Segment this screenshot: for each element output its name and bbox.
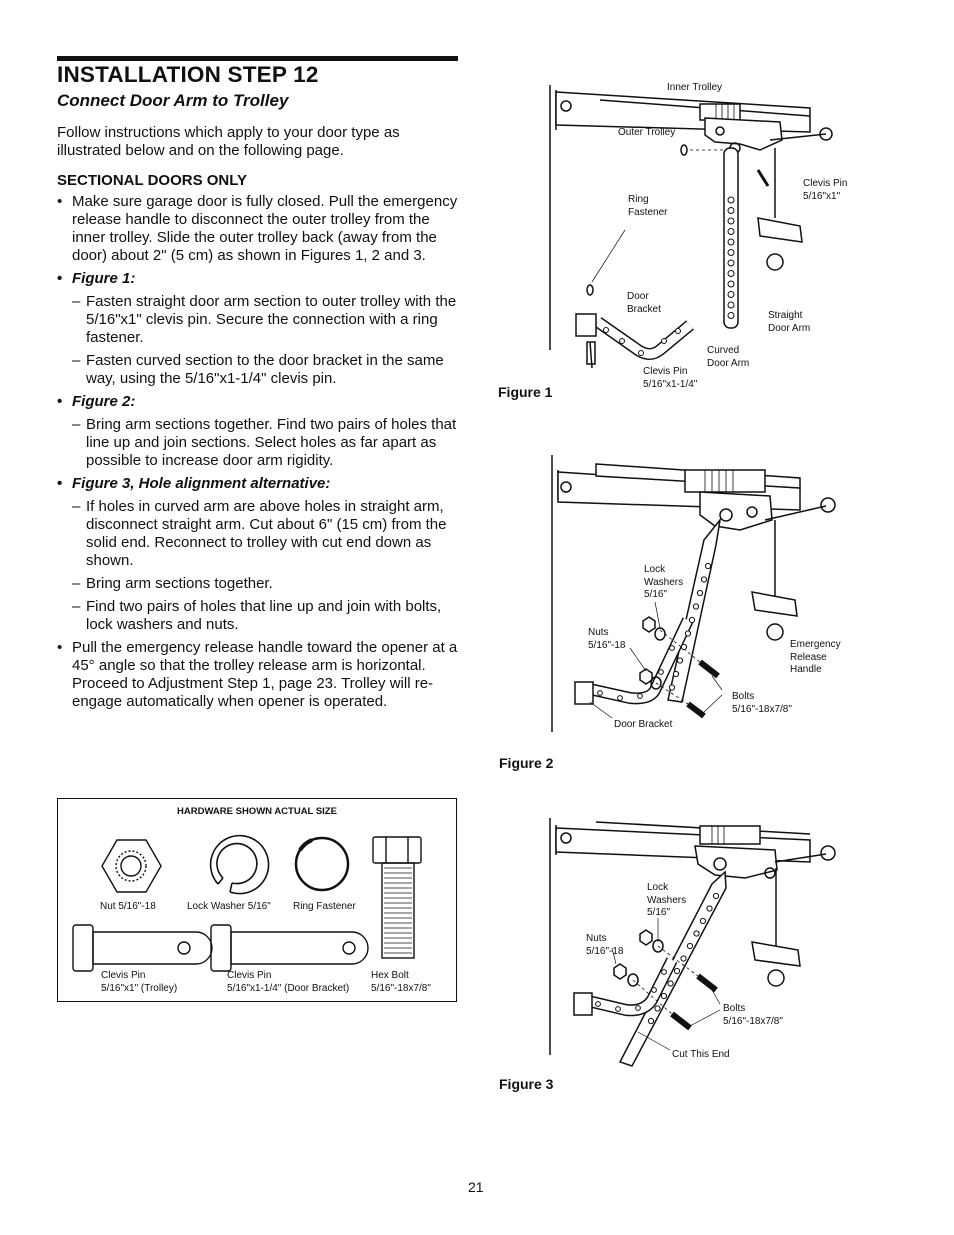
fig2-lock-washers-label-line1: Lock (644, 564, 666, 575)
intro-paragraph: Follow instructions which apply to your door type as illustrated below and on the following page. (57, 124, 400, 159)
fig3-lock-washers-label-line2: Washers (647, 894, 687, 906)
figure3-heading: • Figure 3, Hole alignment alternative: (57, 475, 462, 493)
figure1-caption: Figure 1 (498, 384, 553, 400)
clevis-trolley-label-line1: Clevis Pin (101, 970, 146, 981)
lock-washer-label: Lock Washer 5/16" (187, 901, 271, 912)
fig2-emergency-handle-label-line2: Release (790, 651, 827, 663)
fig3-nuts-label (586, 933, 623, 958)
figure3-step-3: – Find two pairs of holes that line up and join with bolts, lock washers and nuts. (57, 598, 462, 634)
arm-hole (681, 956, 686, 961)
fig1-ring-fastener-label-line2: Fastener (628, 206, 668, 218)
arm-hole (648, 1018, 653, 1023)
fig1-outer-trolley-label: Outer Trolley (618, 127, 676, 138)
fig1-door-bracket-label-line2: Bracket (627, 303, 661, 315)
arm-hole (713, 893, 718, 898)
page-title: INSTALLATION STEP 12 (57, 62, 319, 87)
fig1-ring-fastener-label-line1: Ring (628, 194, 649, 205)
fig1-straight-arm-label-line2: Door Arm (768, 322, 811, 334)
hex-bolt-label-line1: Hex Bolt (371, 970, 409, 981)
fig2-nuts-label-line2: 5/16"-18 (588, 639, 626, 651)
fig3-cut-end-label: Cut This End (672, 1049, 730, 1060)
figure1-heading: • Figure 1: (57, 270, 462, 288)
fig2-lock-washers-label-line3: 5/16" (644, 589, 668, 600)
arm-hole (616, 1007, 621, 1012)
arm-hole (674, 968, 679, 973)
hex-bolt-label-line2: 5/16"-18x7/8" (371, 983, 431, 994)
figure2-heading: • Figure 2: (57, 393, 462, 411)
page-subtitle: Connect Door Arm to Trolley (57, 91, 289, 110)
figure3-step-2: – Bring arm sections together. (57, 575, 462, 593)
fig1-clevis-pin2-label-line1: Clevis Pin (643, 366, 688, 377)
arm-hole (700, 918, 705, 923)
arm-hole (687, 943, 692, 948)
fig2-door-bracket-label: Door Bracket (614, 719, 673, 730)
nut-label: Nut 5/16"-18 (100, 901, 156, 912)
figure3-caption: Figure 3 (499, 1076, 554, 1092)
arm-hole (694, 931, 699, 936)
bullet-release-handle: • Pull the emergency release handle toward the opener at a 45° angle so that the trolley release arm is horizontal. Proceed to Adjustment Step 1, page 23. Trolley will re-engage automatically when opener is operated. (57, 639, 462, 711)
arm-hole (652, 988, 657, 993)
fig1-door-bracket-label-line1: Door (627, 291, 649, 302)
bullet-disconnect: • Make sure garage door is fully closed. Pull the emergency release handle to disconnect the outer trolley from the inner trolley. Slide the outer trolley back (away from the door) about 2" (5 cm) as shown in Figures 1, 2 and 3. (57, 193, 462, 265)
fig3-nuts-label-line1: Nuts (586, 933, 607, 944)
fig3-lock-washers-label (647, 882, 686, 920)
fig2-nuts-label-line1: Nuts (588, 627, 609, 638)
arm-hole (668, 981, 673, 986)
arm-hole (662, 970, 667, 975)
fig2-bolts-label-line2: 5/16"-18x7/8" (732, 703, 792, 715)
arm-hole (596, 1002, 601, 1007)
fig1-clevis-pin-label-line1: Clevis Pin (803, 178, 848, 189)
fig1-curved-arm-label-line1: Curved (707, 345, 740, 356)
section-heading: SECTIONAL DOORS ONLY (57, 172, 248, 189)
fig3-lock-washers-label-line3: 5/16" (647, 907, 671, 918)
arm-hole (707, 906, 712, 911)
figure1-step-2: – Fasten curved section to the door bracket in the same way, using the 5/16"x1-1/4" clevis pin. (57, 352, 462, 388)
clevis-door-label-line2: 5/16"x1-1/4" (Door Bracket) (227, 983, 350, 994)
fig1-clevis-pin2-label-line2: 5/16"x1-1/4" (643, 378, 698, 390)
fig2-lock-washers-label-line2: Washers (644, 576, 684, 588)
fig2-bolts-label-line1: Bolts (732, 691, 755, 702)
arm-hole (655, 1006, 660, 1011)
fig1-straight-arm-label-line1: Straight (768, 310, 803, 321)
fig3-lock-washers-label-line1: Lock (647, 882, 669, 893)
figure2-step-1: – Bring arm sections together. Find two pairs of holes that line up and join sections. Select holes as far apart as possible to increase door arm rigidity. (57, 416, 462, 470)
fig3-bolts-label-line1: Bolts (723, 1003, 746, 1014)
fig3-nuts-label-line2: 5/16"-18 (586, 945, 624, 957)
figure3-step-1: – If holes in curved arm are above holes in straight arm, disconnect straight arm. Cut about 6" (15 cm) from the solid end. Reconnect to trolley with cut end down as shown. (57, 498, 462, 570)
figure1-step-1: – Fasten straight door arm section to outer trolley with the 5/16"x1" clevis pin. Secure the connection with a ring fastener. (57, 293, 462, 347)
fig1-clevis-pin-label-line2: 5/16"x1" (803, 190, 841, 202)
fig3-bolts-label-line2: 5/16"-18x7/8" (723, 1015, 783, 1027)
figure2-caption: Figure 2 (499, 755, 554, 771)
fig2-emergency-handle-label-line1: Emergency (790, 639, 841, 650)
arm-hole (636, 1006, 641, 1011)
fig3-bolts-label (723, 1003, 783, 1028)
clevis-trolley-label-line2: 5/16"x1" (Trolley) (101, 983, 178, 994)
fig2-emergency-handle-label-line3: Handle (790, 664, 822, 675)
fig1-inner-trolley-label: Inner Trolley (667, 82, 723, 93)
fig1-curved-arm-label-line2: Door Arm (707, 357, 750, 369)
hardware-title: HARDWARE SHOWN ACTUAL SIZE (177, 806, 337, 817)
ring-fastener-label: Ring Fastener (293, 901, 356, 912)
clevis-door-label-line1: Clevis Pin (227, 970, 272, 981)
arm-hole (661, 993, 666, 998)
page-number: 21 (468, 1179, 484, 1195)
